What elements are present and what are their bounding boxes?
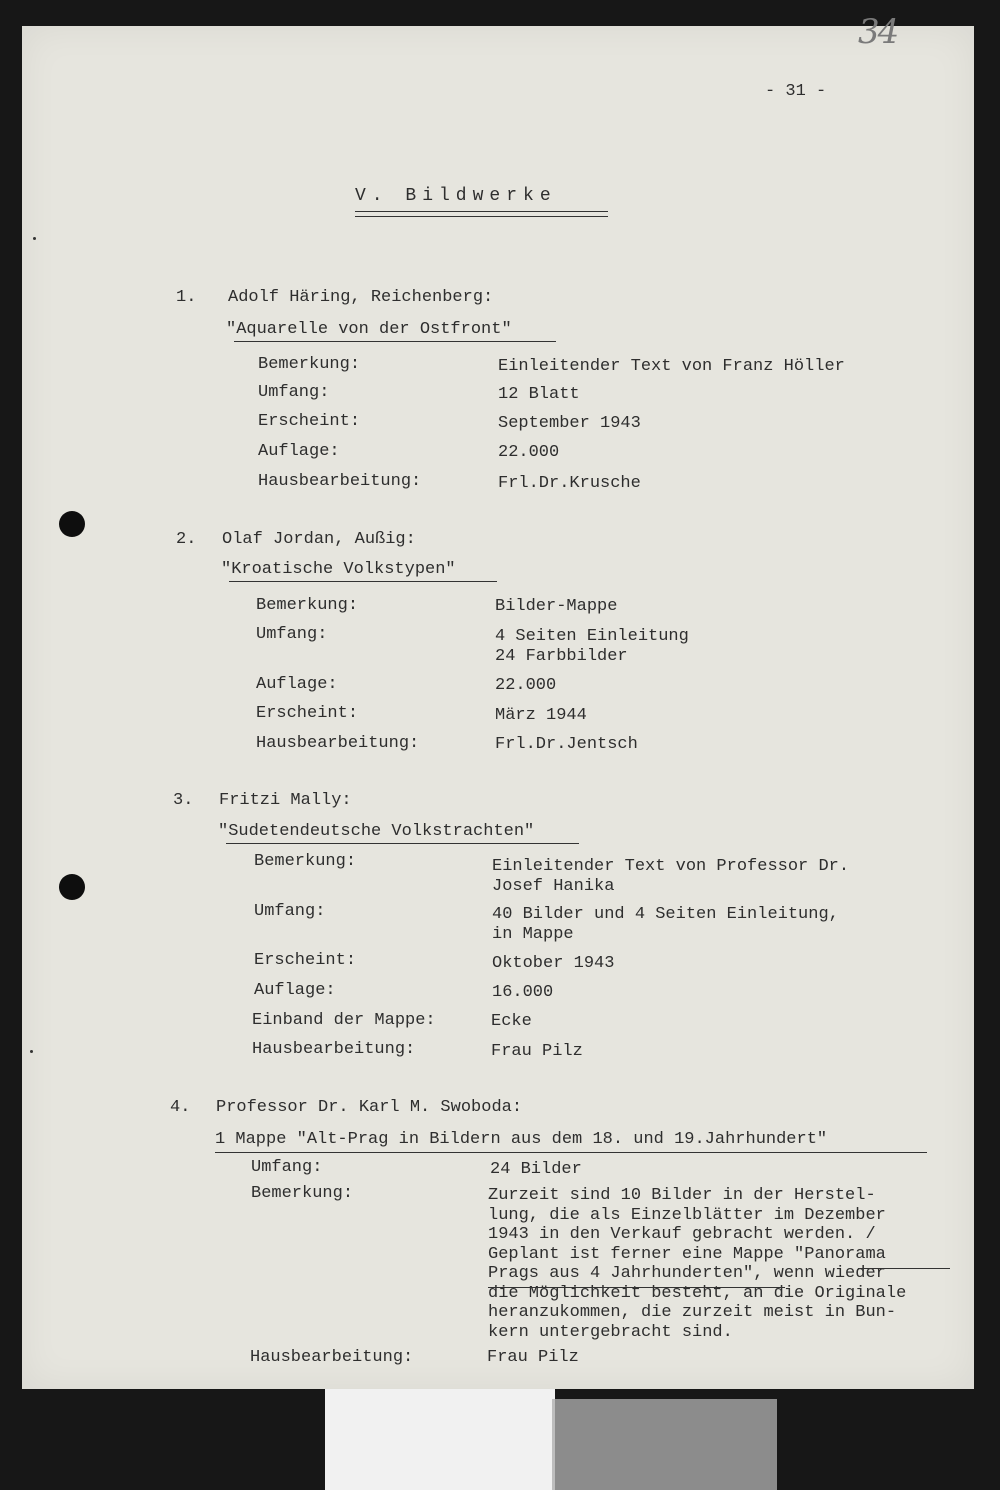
page-number: - 31 - — [765, 82, 827, 101]
field-value: März 1944 — [495, 706, 587, 725]
title-underline — [229, 581, 497, 582]
entry-author: Professor Dr. Karl M. Swoboda: — [216, 1098, 523, 1117]
field-value: 4 Seiten Einleitung 24 Farbbilder — [495, 627, 689, 666]
field-value: September 1943 — [498, 414, 641, 433]
entry-author: Fritzi Mally: — [219, 791, 352, 810]
field-label: Hausbearbeitung: — [250, 1348, 414, 1367]
punch-hole — [59, 874, 85, 900]
field-value: Oktober 1943 — [492, 954, 615, 973]
field-label: Bemerkung: — [254, 852, 357, 871]
entry-title: "Aquarelle von der Ostfront" — [226, 320, 512, 339]
punch-hole — [59, 511, 85, 537]
field-label: Umfang: — [258, 383, 330, 402]
paper-mark — [33, 237, 36, 240]
field-value: Bilder-Mappe — [495, 597, 618, 616]
field-label: Umfang: — [254, 902, 326, 921]
field-label: Bemerkung: — [251, 1184, 354, 1203]
field-value: 16.000 — [492, 983, 554, 1002]
paper-mark — [30, 1050, 33, 1053]
entry-number: 3. — [173, 791, 194, 810]
field-label: Hausbearbeitung: — [252, 1040, 416, 1059]
field-label: Umfang: — [256, 625, 328, 644]
entry-title: "Sudetendeutsche Volkstrachten" — [218, 822, 535, 841]
field-label: Hausbearbeitung: — [256, 734, 420, 753]
field-label: Erscheint: — [254, 951, 357, 970]
title-underline — [226, 843, 579, 844]
field-label: Umfang: — [251, 1158, 323, 1177]
field-label: Bemerkung: — [256, 596, 359, 615]
field-value: 40 Bilder und 4 Seiten Einleitung, in Mappe — [492, 905, 839, 944]
scan-reference-white — [325, 1389, 555, 1490]
field-label: Hausbearbeitung: — [258, 472, 422, 491]
field-value: Frl.Dr.Jentsch — [495, 735, 638, 754]
field-value: 12 Blatt — [498, 385, 580, 404]
entry-title: 1 Mappe "Alt-Prag in Bildern aus dem 18. und 19.Jahrhundert" — [215, 1130, 828, 1149]
field-label: Auflage: — [258, 442, 340, 461]
field-value: Frau Pilz — [487, 1348, 579, 1367]
title-underline — [215, 1152, 927, 1153]
scan-reference-gray — [555, 1399, 777, 1490]
field-value: Frau Pilz — [491, 1042, 583, 1061]
entry-author: Olaf Jordan, Außig: — [222, 530, 416, 549]
field-label: Auflage: — [254, 981, 336, 1000]
entry-number: 1. — [176, 288, 197, 307]
heading-double-underline — [355, 211, 608, 217]
archive-number: 34 — [858, 12, 898, 52]
section-heading: V. Bildwerke — [355, 186, 557, 206]
entry-author: Adolf Häring, Reichenberg: — [228, 288, 494, 307]
entry-number: 2. — [176, 530, 197, 549]
field-value: Zurzeit sind 10 Bilder in der Herstel- lung, die als Einzelblätter im Dezember 1943 in den Verkauf gebracht werden. / Geplant ist ferner eine Mappe "Panorama Prags aus 4 Jahrhunderten", wenn wieder die Möglichkeit besteht, an die Originale heranzukommen, die zurzeit meist in Bun- kern untergebracht sind. — [488, 1186, 907, 1342]
field-value: 22.000 — [498, 443, 560, 462]
entry-number: 4. — [170, 1098, 191, 1117]
field-label: Erscheint: — [256, 704, 359, 723]
field-label: Erscheint: — [258, 412, 361, 431]
panorama-underline — [488, 1287, 785, 1288]
panorama-underline — [858, 1268, 950, 1269]
field-label: Einband der Mappe: — [252, 1011, 436, 1030]
entry-title: "Kroatische Volkstypen" — [221, 560, 456, 579]
field-value: Einleitender Text von Franz Höller — [498, 357, 845, 376]
field-value: Frl.Dr.Krusche — [498, 474, 641, 493]
field-label: Auflage: — [256, 675, 338, 694]
field-value: Ecke — [491, 1012, 532, 1031]
field-label: Bemerkung: — [258, 355, 361, 374]
field-value: 22.000 — [495, 676, 557, 695]
field-value: 24 Bilder — [490, 1160, 582, 1179]
title-underline — [234, 341, 556, 342]
field-value: Einleitender Text von Professor Dr. Josef Hanika — [492, 857, 850, 896]
